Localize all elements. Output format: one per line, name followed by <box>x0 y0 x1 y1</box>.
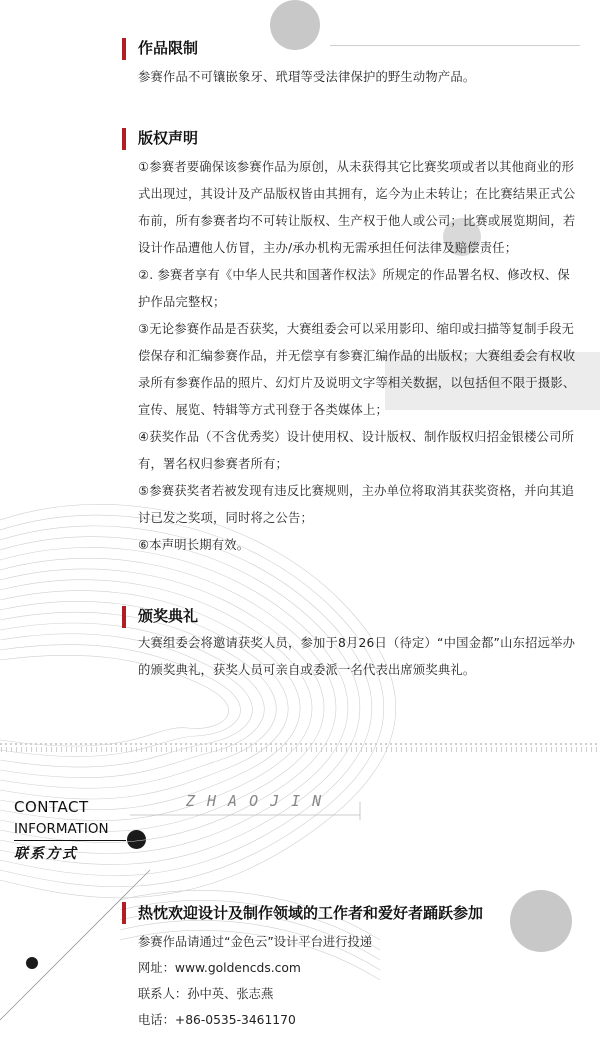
copyright-clause-3: ③无论参赛作品是否获奖，大赛组委会可以采用影印、缩印或扫描等复制手段无偿保存和汇编参赛作品，并无偿享有参赛汇编作品的出版权；大赛组委会有权收录所有参赛作品的照片、幻灯片及说明文字等相关数据，以包括但不限于摄影、宣传、展览、特辑等方式刊登于各类媒体上； <box>138 322 576 417</box>
contact-title-en: CONTACT <box>14 798 89 816</box>
section-copyright <box>122 127 580 559</box>
contact-underline <box>14 840 126 841</box>
copyright-clause-4: ④获奖作品（不含优秀奖）设计使用权、设计版权、制作版权归招金银楼公司所有，署名权归参赛者所有； <box>138 430 575 471</box>
section-title-ceremony: 颁奖典礼 <box>122 605 580 627</box>
footer-contact <box>122 901 580 1033</box>
section-title-works-limit: 作品限制 <box>122 37 580 59</box>
contact-title-cn: 联系方式 <box>14 846 78 862</box>
brand-wordmark: ZHAOJIN <box>186 792 334 810</box>
footer-contacts: 联系人：孙中英、张志燕 <box>138 987 274 1001</box>
copyright-clause-5: ⑤参赛获奖者若被发现有违反比赛规则，主办单位将取消其获奖资格，并向其追讨已发之奖项，同时将之公告； <box>138 484 575 525</box>
section-ceremony <box>122 605 580 684</box>
footer-phone: 电话：+86-0535-3461170 <box>138 1013 296 1027</box>
copyright-paragraphs <box>122 154 580 559</box>
section-title-copyright: 版权声明 <box>122 127 580 149</box>
footer-submit-info: 参赛作品请通过“金色云”设计平台进行投递 <box>138 935 373 949</box>
contact-subtitle-en: INFORMATION <box>14 821 109 837</box>
works-limit-text: 参赛作品不可镶嵌象牙、玳瑁等受法律保护的野生动物产品。 <box>138 70 476 84</box>
copyright-clause-2: ②. 参赛者享有《中华人民共和国著作权法》所规定的作品署名权、修改权、保护作品完整权； <box>138 268 570 309</box>
dashed-divider <box>0 743 600 753</box>
ceremony-text: 大赛组委会将邀请获奖人员，参加于8月26日（待定）“中国金都”山东招远举办的颁奖典礼，获奖人员可亲自或委派一名代表出席颁奖典礼。 <box>138 636 576 677</box>
footer-website: 网址：www.goldencds.com <box>138 961 301 975</box>
copyright-clause-6: ⑥本声明长期有效。 <box>138 538 250 552</box>
footer-headline: 热忱欢迎设计及制作领域的工作者和爱好者踊跃参加 <box>122 901 580 925</box>
section-works-limit <box>122 37 580 91</box>
copyright-clause-1: ①参赛者要确保该参赛作品为原创，从未获得其它比赛奖项或者以其他商业的形式出现过，其设计及产品版权皆由其拥有，迄今为止未转让；在比赛结果正式公布前，所有参赛者均不可转让版权、生产权于他人或公司；比赛或展览期间，若设计作品遭他人仿冒，主办/承办机构无需承担任何法律及赔偿责任； <box>138 160 576 255</box>
ceremony-text-block <box>122 630 580 684</box>
works-limit-text-block <box>122 64 580 91</box>
